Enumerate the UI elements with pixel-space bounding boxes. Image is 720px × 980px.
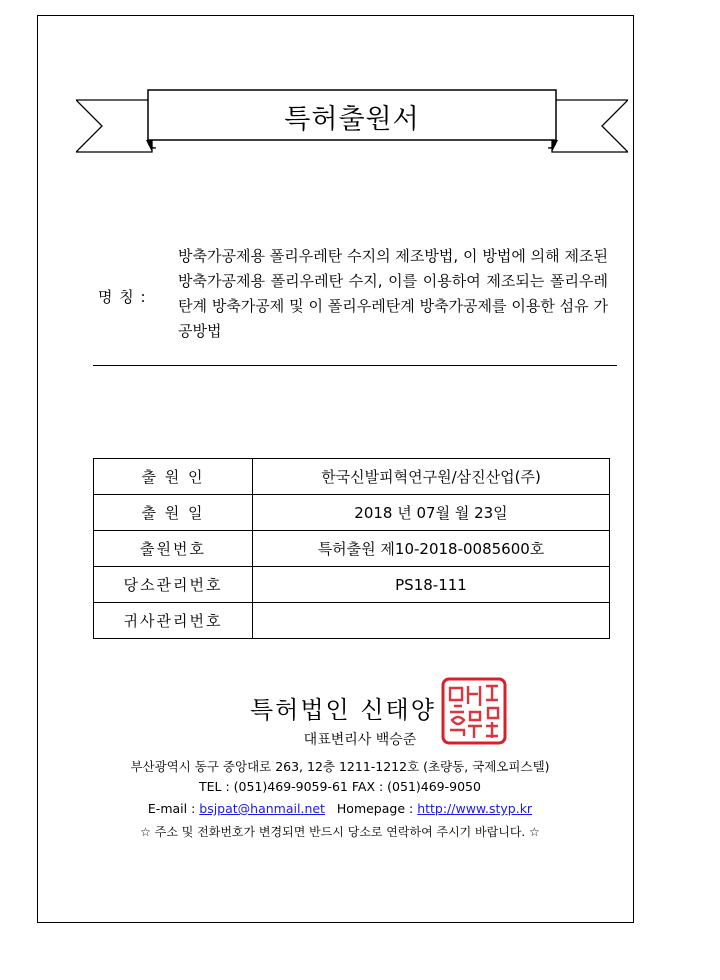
table-row xyxy=(94,603,610,639)
our-reference-value: PS18-111 xyxy=(253,567,610,603)
homepage-link[interactable]: http://www.styp.kr xyxy=(417,801,533,816)
applicant-value: 한국신발피혁연구원/삼진산업(주) xyxy=(253,459,610,495)
client-reference-value xyxy=(253,603,610,639)
table-row xyxy=(94,567,610,603)
section-divider xyxy=(93,365,617,366)
email-link[interactable]: bsjpat@hanmail.net xyxy=(199,801,325,816)
applicant-label: 출 원 인 xyxy=(94,459,253,495)
table-row xyxy=(94,459,610,495)
table-row xyxy=(94,531,610,567)
application-info-table xyxy=(93,458,610,639)
email-label: E-mail : xyxy=(147,801,200,816)
firm-address: 부산광역시 동구 중앙대로 263, 12층 1211-1212호 (초량동, 국제오피스텔) xyxy=(130,759,550,774)
representative-attorney: 대표변리사 백승준 xyxy=(303,732,417,748)
address-change-notice: ☆ 주소 및 전화번호가 변경되면 반드시 당소로 연락하여 주시기 바랍니다. ☆ xyxy=(140,825,540,839)
filing-date-label: 출 원 일 xyxy=(94,495,253,531)
application-number-value: 특허출원 제10-2018-0085600호 xyxy=(253,531,610,567)
invention-name-text: 방축가공제용 폴리우레탄 수지의 제조방법, 이 방법에 의해 제조된 방축가공제용 폴리우레탄 수지, 이를 이용하여 제조되는 폴리우레탄계 방축가공제 및 이 폴리우레탄계 방축가공제를 이용한 섬유 가공방법 xyxy=(178,247,608,340)
contact-web-line xyxy=(0,801,680,816)
invention-name-label: 명 칭 : xyxy=(98,288,147,306)
table-row xyxy=(94,495,610,531)
firm-name: 특허법인 신태양 xyxy=(250,696,436,724)
homepage-label: Homepage : xyxy=(336,801,418,816)
client-reference-label: 귀사관리번호 xyxy=(94,603,253,639)
our-reference-label: 당소관리번호 xyxy=(94,567,253,603)
document-title: 특허출원서 xyxy=(284,103,420,135)
filing-date-value: 2018 년 07월 월 23일 xyxy=(253,495,610,531)
application-number-label: 출원번호 xyxy=(94,531,253,567)
phone-fax-line: TEL : (051)469-9059-61 FAX : (051)469-9050 xyxy=(199,779,481,794)
